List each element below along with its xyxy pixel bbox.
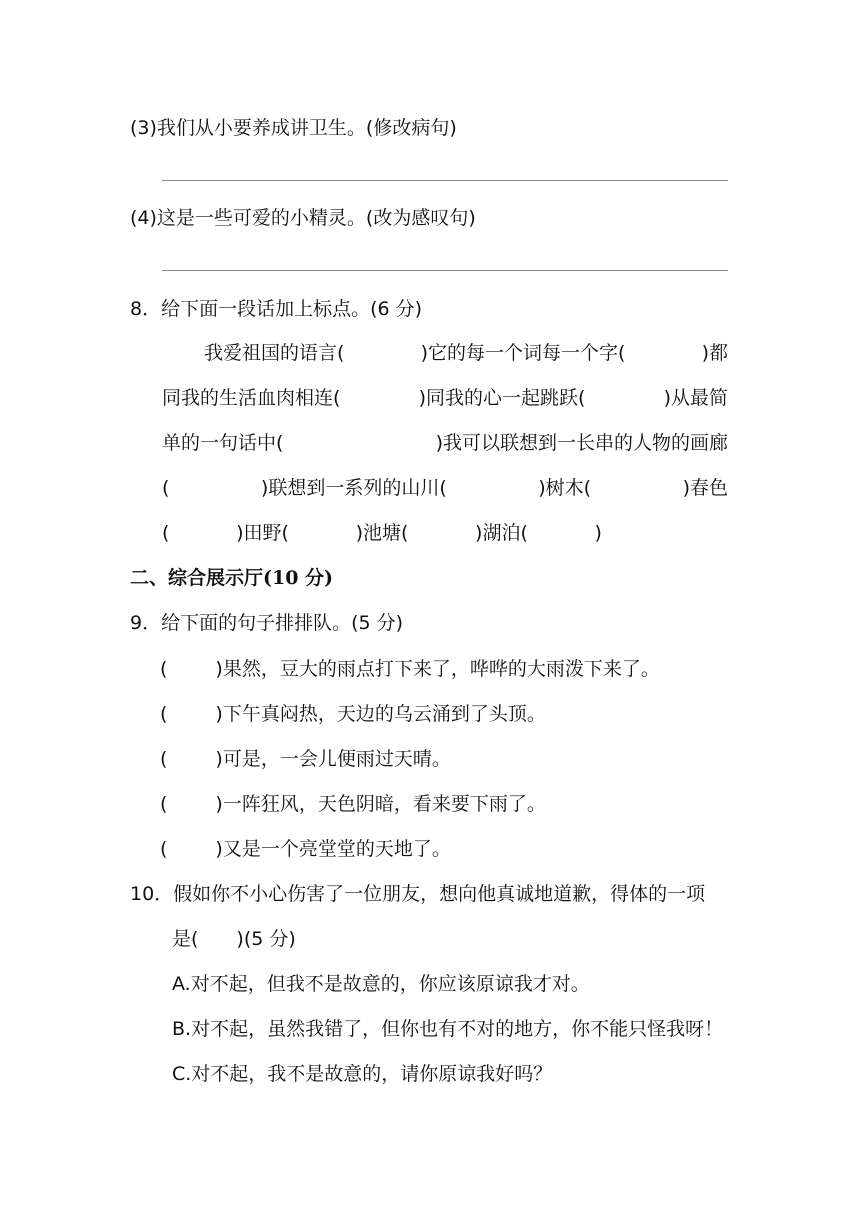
q8-paragraph-line-1 bbox=[204, 339, 728, 367]
q8-paragraph-line-5 bbox=[162, 519, 602, 547]
q8-line2-seg1: 同我的生活血肉相连( bbox=[162, 387, 341, 409]
q9-item-1-text: 果然，豆大的雨点打下来了，哗哗的大雨泼下来了。 bbox=[222, 658, 660, 680]
q8-line4-seg4: )春色 bbox=[682, 477, 728, 499]
q9-item-3-close: ) bbox=[215, 748, 223, 770]
q9-item-3 bbox=[160, 745, 451, 773]
q8-paragraph-line-3 bbox=[162, 429, 728, 457]
q9-item-4-text: 一阵狂风，天色阴暗，看来要下雨了。 bbox=[222, 793, 546, 815]
q9-item-5 bbox=[160, 835, 451, 863]
q9-title: 9．给下面的句子排排队。(5 分) bbox=[130, 612, 404, 634]
q8-line2-seg2: )同我的心一起跳跃( bbox=[418, 387, 586, 409]
section-2-heading: 二、综合展示厅(10 分) bbox=[130, 567, 334, 589]
q10-option-a: A.对不起，但我不是故意的，你应该原谅我才对。 bbox=[172, 973, 590, 995]
q9-item-2-text: 下午真闷热，天边的乌云涌到了头顶。 bbox=[222, 703, 546, 725]
q9-item-1-close: ) bbox=[215, 658, 223, 680]
q8-line5-seg1: ( bbox=[162, 522, 170, 544]
q8-line4-seg1: ( bbox=[162, 477, 170, 499]
q9-item-3-text: 可是，一会儿便雨过天晴。 bbox=[222, 748, 451, 770]
q8-line4-seg3: )树木( bbox=[538, 477, 592, 499]
q9-item-4-open: ( bbox=[160, 793, 168, 815]
answer-line bbox=[162, 270, 728, 271]
q8-line1-seg3: )都 bbox=[701, 342, 728, 364]
q9-item-2 bbox=[160, 700, 546, 728]
answer-line bbox=[162, 180, 728, 181]
q8-line5-seg4: )湖泊( bbox=[475, 522, 528, 544]
q8-paragraph-line-2 bbox=[162, 384, 728, 412]
q10-title-line-1: 10．假如你不小心伤害了一位朋友，想向他真诚地道歉，得体的一项 bbox=[130, 883, 706, 905]
q9-item-1 bbox=[160, 655, 660, 683]
q7-item3: (3)我们从小要养成讲卫生。(修改病句) bbox=[130, 117, 457, 139]
q8-paragraph-line-4 bbox=[162, 474, 728, 502]
q10-option-b: B.对不起，虽然我错了，但你也有不对的地方，你不能只怪我呀！ bbox=[172, 1018, 724, 1040]
q9-item-2-open: ( bbox=[160, 703, 168, 725]
q9-item-4-close: ) bbox=[215, 793, 223, 815]
q9-item-3-open: ( bbox=[160, 748, 168, 770]
q8-line3-seg2: )我可以联想到一长串的人物的画廊 bbox=[435, 432, 728, 454]
q10-option-c: C.对不起，我不是故意的，请你原谅我好吗？ bbox=[172, 1063, 553, 1085]
q8-line5-seg2: )田野( bbox=[236, 522, 289, 544]
q8-line2-seg3: )从最简 bbox=[663, 387, 728, 409]
q8-line5-seg3: )池塘( bbox=[355, 522, 409, 544]
q9-item-5-open: ( bbox=[160, 838, 168, 860]
q8-line4-seg2: )联想到一系列的山川( bbox=[260, 477, 447, 499]
q10-title-line-2: 是( )(5 分) bbox=[172, 928, 296, 950]
q9-item-5-close: ) bbox=[215, 838, 223, 860]
q8-line1-seg2: )它的每一个词每一个字( bbox=[420, 342, 626, 364]
q9-item-4 bbox=[160, 790, 546, 818]
q8-line1-seg1: 我爱祖国的语言( bbox=[204, 342, 345, 364]
q9-item-2-close: ) bbox=[215, 703, 223, 725]
q8-line3-seg1: 单的一句话中( bbox=[162, 432, 284, 454]
q9-item-1-open: ( bbox=[160, 658, 168, 680]
q9-item-5-text: 又是一个亮堂堂的天地了。 bbox=[222, 838, 451, 860]
q8-line5-seg5: ) bbox=[594, 522, 602, 544]
q7-item4: (4)这是一些可爱的小精灵。(改为感叹句) bbox=[130, 207, 476, 229]
q8-title: 8．给下面一段话加上标点。(6 分) bbox=[130, 298, 423, 320]
